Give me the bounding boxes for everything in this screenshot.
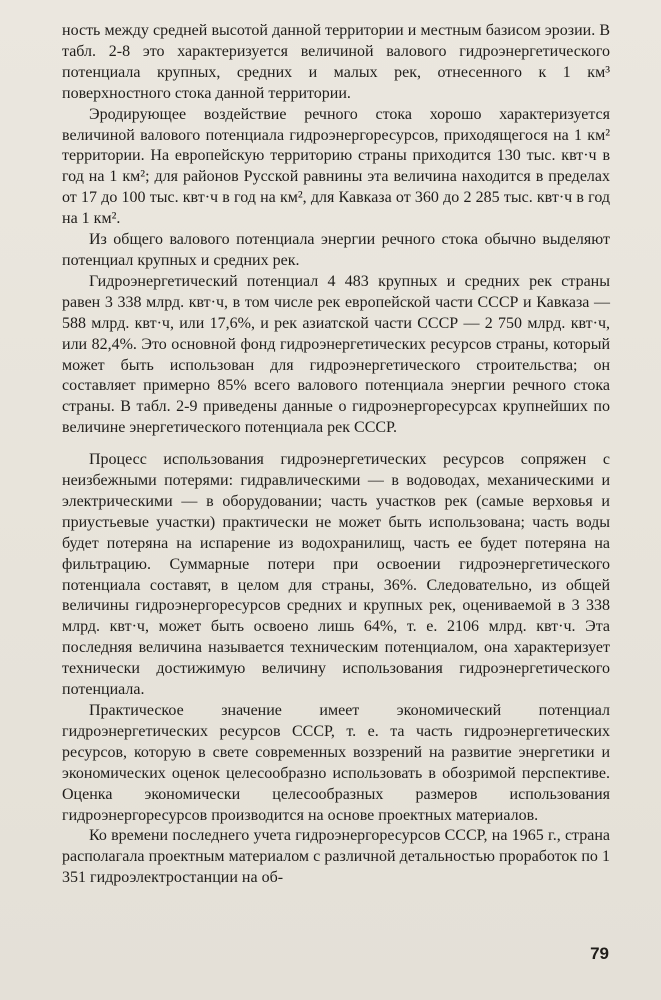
paragraph-2: Эродирующее воздействие речного стока хорошо характеризуется величиной валового потенциала гидроэнергоресурсов, приходящегося на 1 км² территории. На европейскую территорию страны приходится 130 тыс. квт·ч в год на 1 км²; для районов Русской равнины эта величина находится в пределах от 17 до 100 тыс. квт·ч в год на км², для Кавказа от 360 до 2 285 тыс. квт·ч в год на 1 км². (62, 105, 610, 228)
page-number: 79 (590, 944, 609, 963)
paragraph-7: Ко времени последнего учета гидроэнергоресурсов СССР, на 1965 г., страна располагала проектным материалом с различной детальностью проработок по 1 351 гидроэлектростанции на об- (62, 827, 610, 887)
paragraph-5: Процесс использования гидроэнергетических ресурсов сопряжен с неизбежными потерями: гидравлическими — в водоводах, механическими и электрическими — в оборудовании; часть участков рек (самые верховья и приустьевые участки) практически не может быть использована; часть воды будет потеряна на испарение из водохранилищ, часть ее будет потеряна на фильтрацию. Суммарные потери при освоении гидроэнергетического потенциала составят, в целом для страны, 36%. Следовательно, из общей величины гидроэнергоресурсов средних и крупных рек, оцениваемой в 3 338 млрд. квт·ч, может быть освоено лишь 64%, т. е. 2106 млрд. квт·ч. Эта последняя величина называется техническим потенциалом, она характеризует технически достижимую величину использования гидроэнергетического потенциала. (62, 451, 610, 699)
paragraph-1: ность между средней высотой данной территории и местным базисом эрозии. В табл. 2-8 это характеризуется величиной валового гидроэнергетического потенциала крупных, средних и малых рек, отнесенного к 1 км³ поверхностного стока данной территории. (62, 22, 610, 102)
paragraph-3: Из общего валового потенциала энергии речного стока обычно выделяют потенциал крупных и средних рек. (62, 231, 610, 269)
body-text (62, 21, 610, 889)
paragraph-6: Практическое значение имеет экономический потенциал гидроэнергетических ресурсов СССР, т. е. та часть гидроэнергетических ресурсов, которую в свете современных воззрений на развитие энергетики и экономических оценок целесообразно использовать в обозримой перспективе. Оценка экономически целесообразных размеров использования гидроэнергоресурсов производится на основе проектных материалов. (62, 702, 610, 824)
paragraph-gap (62, 439, 610, 450)
paragraph-4: Гидроэнергетический потенциал 4 483 крупных и средних рек страны равен 3 338 млрд. квт·ч, в том числе рек европейской части СССР и Кавказа — 588 млрд. квт·ч, или 17,6%, и рек азиатской части СССР — 2 750 млрд. квт·ч, или 82,4%. Это основной фонд гидроэнергетических ресурсов страны, который может быть использован для гидроэнергетического строительства; он составляет примерно 85% всего валового потенциала энергии речного стока страны. В табл. 2-9 приведены данные о гидроэнергоресурсах крупнейших по величине энергетического потенциала рек СССР. (62, 272, 610, 437)
